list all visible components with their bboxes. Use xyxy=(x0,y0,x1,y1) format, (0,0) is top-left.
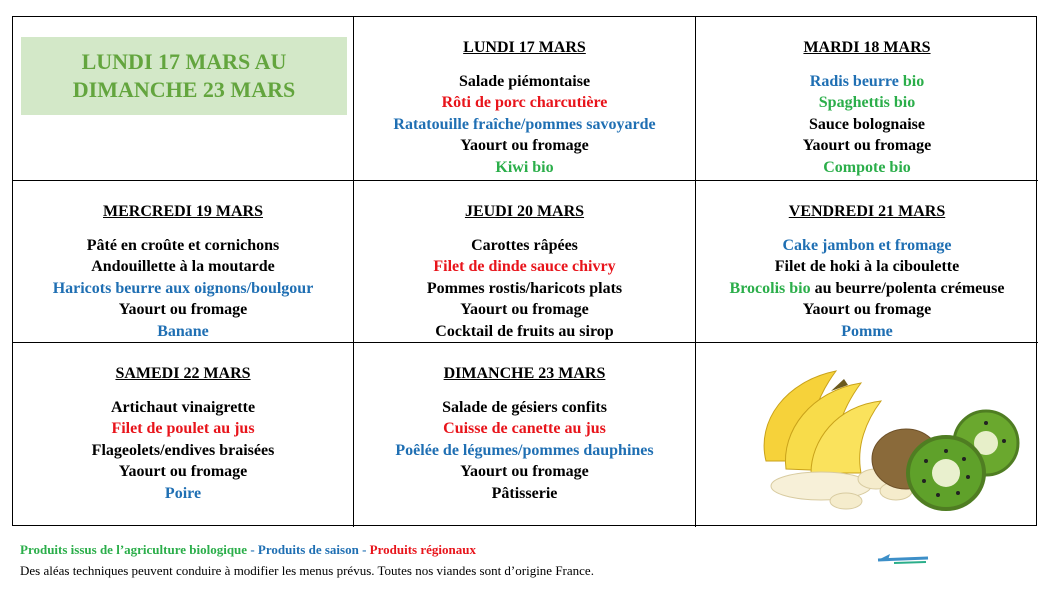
dish: Salade piémontaise xyxy=(458,72,591,90)
dish: Filet de hoki à la ciboulette xyxy=(774,258,960,276)
dish: Cake jambon et fromage xyxy=(782,236,952,254)
day-cell-vendredi xyxy=(696,181,1038,343)
day-cell-lundi xyxy=(354,17,696,181)
legend-separator: - xyxy=(247,542,258,557)
day-title: DIMANCHE 23 MARS xyxy=(443,365,606,382)
dish: Pâtisserie xyxy=(491,484,558,502)
legend-regional: Produits régionaux xyxy=(369,542,476,557)
dish: Yaourt ou fromage xyxy=(118,463,248,481)
dish: Yaourt ou fromage xyxy=(460,463,589,481)
dish: Sauce bolognaise xyxy=(808,115,925,133)
week-range-header xyxy=(21,37,347,115)
day-cell-jeudi xyxy=(354,181,696,343)
day-title: LUNDI 17 MARS xyxy=(463,39,586,56)
dish: Flageolets/endives braisées xyxy=(91,441,275,459)
dish: Filet de poulet au jus xyxy=(111,420,255,438)
legend-bio: Produits issus de l’agriculture biologique xyxy=(20,542,248,557)
dish: Banane xyxy=(157,322,209,340)
dish-part: au beurre/polenta crémeuse xyxy=(810,279,1005,297)
arrow-icon xyxy=(874,551,930,565)
footer-note: Des aléas techniques peuvent conduire à modifier les menus prévus. Toutes nos viandes sont d’origine France. xyxy=(20,563,594,578)
day-title: MERCREDI 19 MARS xyxy=(103,203,263,220)
fruit-cell xyxy=(696,343,1038,527)
day-title: JEUDI 20 MARS xyxy=(464,203,585,220)
dish: Yaourt ou fromage xyxy=(460,137,589,155)
dish: Pâté en croûte et cornichons xyxy=(86,236,280,254)
dish: Yaourt ou fromage xyxy=(118,301,248,319)
week-range-line2: DIMANCHE 23 MARS xyxy=(72,77,296,102)
dish: Yaourt ou fromage xyxy=(460,301,589,319)
dish: Andouillette à la moutarde xyxy=(91,258,275,276)
dish: Carottes râpées xyxy=(471,236,578,254)
dish: Artichaut vinaigrette xyxy=(110,398,256,416)
dish xyxy=(696,278,1038,300)
dish: Rôti de porc charcutière xyxy=(441,94,608,112)
day-cell-dimanche xyxy=(354,343,696,527)
dish: Kiwi bio xyxy=(495,158,554,176)
day-cell-mercredi xyxy=(13,181,354,343)
menu-grid xyxy=(12,16,1037,526)
day-title: MARDI 18 MARS xyxy=(803,39,931,56)
dish: Compote bio xyxy=(823,158,911,176)
dish: Poêlée de légumes/pommes dauphines xyxy=(395,441,654,459)
dish: Cocktail de fruits au sirop xyxy=(435,322,614,340)
dish: Yaourt ou fromage xyxy=(802,137,932,155)
dish: Cuisse de canette au jus xyxy=(443,420,606,438)
dish-part: bio xyxy=(902,72,925,90)
legend-saison: Produits de saison xyxy=(257,542,359,557)
dish: Poire xyxy=(164,484,202,502)
dish: Pommes rostis/haricots plats xyxy=(426,279,623,297)
week-range-line1: LUNDI 17 MARS AU xyxy=(81,49,287,74)
dish: Ratatouille fraîche/pommes savoyarde xyxy=(393,115,656,133)
day-cell-mardi xyxy=(696,17,1038,181)
day-title: VENDREDI 21 MARS xyxy=(788,203,946,220)
fruit-illustration-icon xyxy=(726,361,1026,511)
dish: Salade de gésiers confits xyxy=(442,398,607,416)
day-cell-samedi xyxy=(13,343,354,527)
dish: Filet de dinde sauce chivry xyxy=(433,258,616,276)
dish: Yaourt ou fromage xyxy=(802,301,932,319)
dish: Spaghettis bio xyxy=(818,94,916,112)
legend xyxy=(20,542,476,558)
week-cell xyxy=(13,17,354,181)
dish xyxy=(696,71,1038,93)
legend-separator: - xyxy=(358,542,370,557)
dish: Pomme xyxy=(841,322,893,340)
dish-part: Brocolis bio xyxy=(729,279,811,297)
day-title: SAMEDI 22 MARS xyxy=(115,365,251,382)
dish: Haricots beurre aux oignons/boulgour xyxy=(52,279,314,297)
dish-part: Radis beurre xyxy=(809,72,903,90)
